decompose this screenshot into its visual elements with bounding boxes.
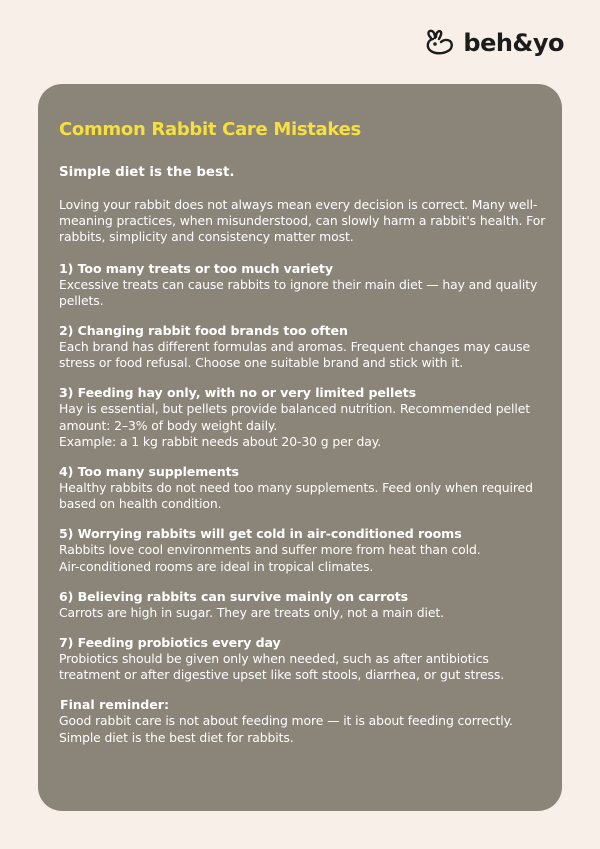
list-item [59, 464, 548, 512]
list-item-heading: 3) Feeding hay only, with no or very limited pellets [59, 385, 416, 401]
final-reminder-heading: Final reminder: [60, 697, 170, 713]
list-item-body-line: Rabbits love cool environments and suffer more from heat than cold. [59, 542, 481, 558]
final-reminder [59, 697, 548, 745]
final-reminder-body: Good rabbit care is not about feeding more — it is about feeding correctly. Simple diet is the best diet for rabbits. [59, 713, 513, 745]
list-item [59, 261, 548, 309]
list-item-heading: 6) Believing rabbits can survive mainly on carrots [59, 588, 409, 604]
list-item-body-line: Probiotics should be given only when needed, such as after antibiotics treatment or after digestive upset like soft stools, diarrhea, or gut stress. [59, 651, 505, 683]
card-title: Common Rabbit Care Mistakes [59, 119, 361, 140]
list-item-body-line: Example: a 1 kg rabbit needs about 20-30 g per day. [59, 433, 382, 449]
list-item-heading: 7) Feeding probiotics every day [59, 635, 281, 651]
list-item [59, 635, 548, 683]
list-item-body [59, 277, 548, 309]
list-item-heading: 2) Changing rabbit food brands too often [59, 323, 348, 339]
list-item-heading: 4) Too many supplements [59, 464, 239, 480]
brand-logo [423, 28, 564, 58]
list-item-body [59, 480, 548, 512]
list-item-body [59, 651, 548, 683]
card-subtitle: Simple diet is the best. [59, 165, 235, 180]
content-card [38, 84, 562, 811]
list-item [59, 526, 548, 574]
list-item-body-line: Carrots are high in sugar. They are treats only, not a main diet. [59, 604, 444, 620]
list-item [59, 323, 548, 371]
list-item-body-line: Excessive treats can cause rabbits to ignore their main diet — hay and quality pellets. [59, 276, 538, 308]
list-item-heading: 1) Too many treats or too much variety [59, 260, 333, 276]
list-item-body-line: Each brand has different formulas and aromas. Frequent changes may cause stress or food refusal. Choose one suitable brand and stick with it. [59, 339, 530, 371]
list-item-body-line: Air-conditioned rooms are ideal in tropical climates. [59, 558, 374, 574]
list-item [59, 385, 548, 450]
list-item-body [59, 339, 548, 371]
list-item-body [59, 605, 548, 621]
rabbit-logo-icon [423, 28, 457, 58]
list-item-body [59, 542, 548, 574]
list-item [59, 589, 548, 621]
brand-name: beh&yo [463, 29, 564, 57]
list-item-body-line: Hay is essential, but pellets provide balanced nutrition. Recommended pellet amount: 2–3% of body weight daily. [59, 401, 531, 433]
list-item-body [59, 401, 548, 450]
list-item-body-line: Healthy rabbits do not need too many supplements. Feed only when required based on health condition. [59, 480, 533, 512]
intro-paragraph: Loving your rabbit does not always mean every decision is correct. Many well-meaning practices, when misunderstood, can slowly harm a rabbit's health. For rabbits, simplicity and consistency matter most. [59, 197, 546, 245]
list-item-heading: 5) Worrying rabbits will get cold in air-conditioned rooms [59, 526, 462, 542]
mistakes-list [59, 261, 548, 684]
